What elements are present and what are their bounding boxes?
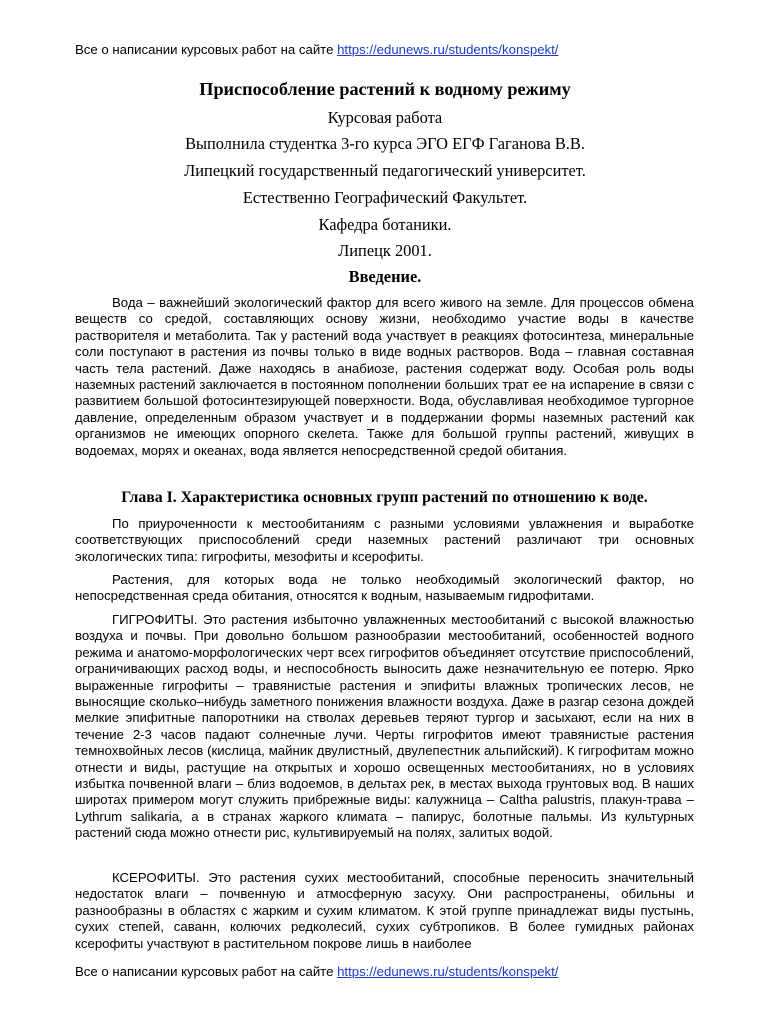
header-site-link[interactable]: https://edunews.ru/students/konspekt/ bbox=[337, 42, 559, 57]
intro-heading: Введение. bbox=[348, 267, 422, 286]
university-line: Липецкий государственный педагогический университет. bbox=[184, 161, 586, 180]
intro-paragraph: Вода – важнейший экологический фактор для всего живого на земле. Для процессов обмена веществ со средой, составляющих основу жизни, необходимо участие воды в качестве растворителя и метаболита. Так у растений вода участвует в реакциях фотосинтеза, минеральные соли поступают в растения из почвы только в виде водных растворов. Вода – главная составная часть тела растений. Даже находясь в анабиозе, растения содержат воду. Особая роль воды наземных растений заключается в постоянном пополнении больших трат ее на испарение в связи с развитием большой фотосинтезирующей поверхности. Вода, обуславливая необходимое тургорное давление, определенным образом участвует и в поддержании формы наземных растений как организмов не имеющих опорного скелета. Также для большой группы растений, живущих в водоемах, морях и океанах, вода является непосредственной средой обитания. bbox=[75, 295, 694, 458]
footer-promo-text: Все о написании курсовых работ на сайте bbox=[75, 964, 338, 979]
hygrophytes-block bbox=[75, 612, 694, 842]
city-year-line: Липецк 2001. bbox=[338, 241, 432, 260]
xerophytes-paragraph: КСЕРОФИТЫ. Это растения сухих местообитаний, способные переносить значительный недостаток влаги – почвенную и атмосферную засуху. Они распространены, обильны и разнообразны в областях с жарким и сухим климатом. К этой группе принадлежат виды пустынь, сухих степей, саванн, колючих редколесий, сухих субтропиков. В более гумидных районах ксерофиты участвуют в растительном покрове лишь в наиболее bbox=[75, 870, 694, 951]
work-type: Курсовая работа bbox=[327, 108, 443, 127]
header-promo-line bbox=[75, 42, 558, 58]
footer-promo-line bbox=[75, 964, 558, 980]
chapter-heading: Глава I. Характеристика основных групп растений по отношению к воде. bbox=[121, 489, 648, 506]
footer-site-link[interactable]: https://edunews.ru/students/konspekt/ bbox=[337, 964, 559, 979]
faculty-line: Естественно Географический Факультет. bbox=[242, 188, 528, 207]
hygrophytes-paragraph: ГИГРОФИТЫ. Это растения избыточно увлажненных местообитаний с высокой влажностью воздуха и почвы. При довольно большом разнообразии местообитаний, особенностей водного режима и анатомо-морфологических черт всех гигрофитов объединяет отсутствие приспособлений, ограничивающих расход воды, и неспособность выносить даже незначительную ее потерю. Ярко выраженные гигрофиты – травянистые растения и эпифиты влажных тропических лесов, не выносящие сколько–нибудь заметного понижения влажности воздуха. Даже в разгар сезона дождей мелкие эпифитные папоротники на стволах деревьев теряют тургор и засыхают, если на них в течение 2-3 часов падают солнечные лучи. Черты гигрофитов имеют травянистые растения темнохвойных лесов (кислица, майник двулистный, двулепестник альпийский). К гигрофитам можно отнести и виды, растущие на открытых и хорошо освещенных местообитаниях, но в условиях избытка почвенной влаги – близ водоемов, в дельтах рек, в местах выхода грунтовых вод. В наших широтах примером могут служить прибрежные виды: калужница – Caltha palustris, плакун-трава – Lythrum salikaria, а в странах жаркого климата – папирус, болотные пальмы. Из культурных растений сюда можно отнести рис, культивируемый на полях, залитых водой. bbox=[75, 612, 694, 841]
chapter-paragraph-1-block bbox=[75, 516, 694, 565]
chapter-paragraph-1: По приуроченности к местообитаниям с разными условиями увлажнения и выработке соответствующих приспособлений среди наземных растений различают три основных экологических типа: гигрофиты, мезофиты и ксерофиты. bbox=[75, 516, 694, 564]
header-promo-text: Все о написании курсовых работ на сайте bbox=[75, 42, 338, 57]
author-line: Выполнила студентка 3-го курса ЭГО ЕГФ Гаганова В.В. bbox=[185, 134, 585, 153]
department-line: Кафедра ботаники. bbox=[318, 215, 452, 234]
document-title: Приспособление растений к водному режиму bbox=[199, 79, 571, 99]
xerophytes-block bbox=[75, 870, 694, 952]
chapter-paragraph-2: Растения, для которых вода не только необходимый экологический фактор, но непосредственная среда обитания, относятся к водным, называемым гидрофитами. bbox=[75, 572, 694, 604]
intro-section bbox=[75, 295, 694, 459]
chapter-paragraph-2-block bbox=[75, 572, 694, 605]
